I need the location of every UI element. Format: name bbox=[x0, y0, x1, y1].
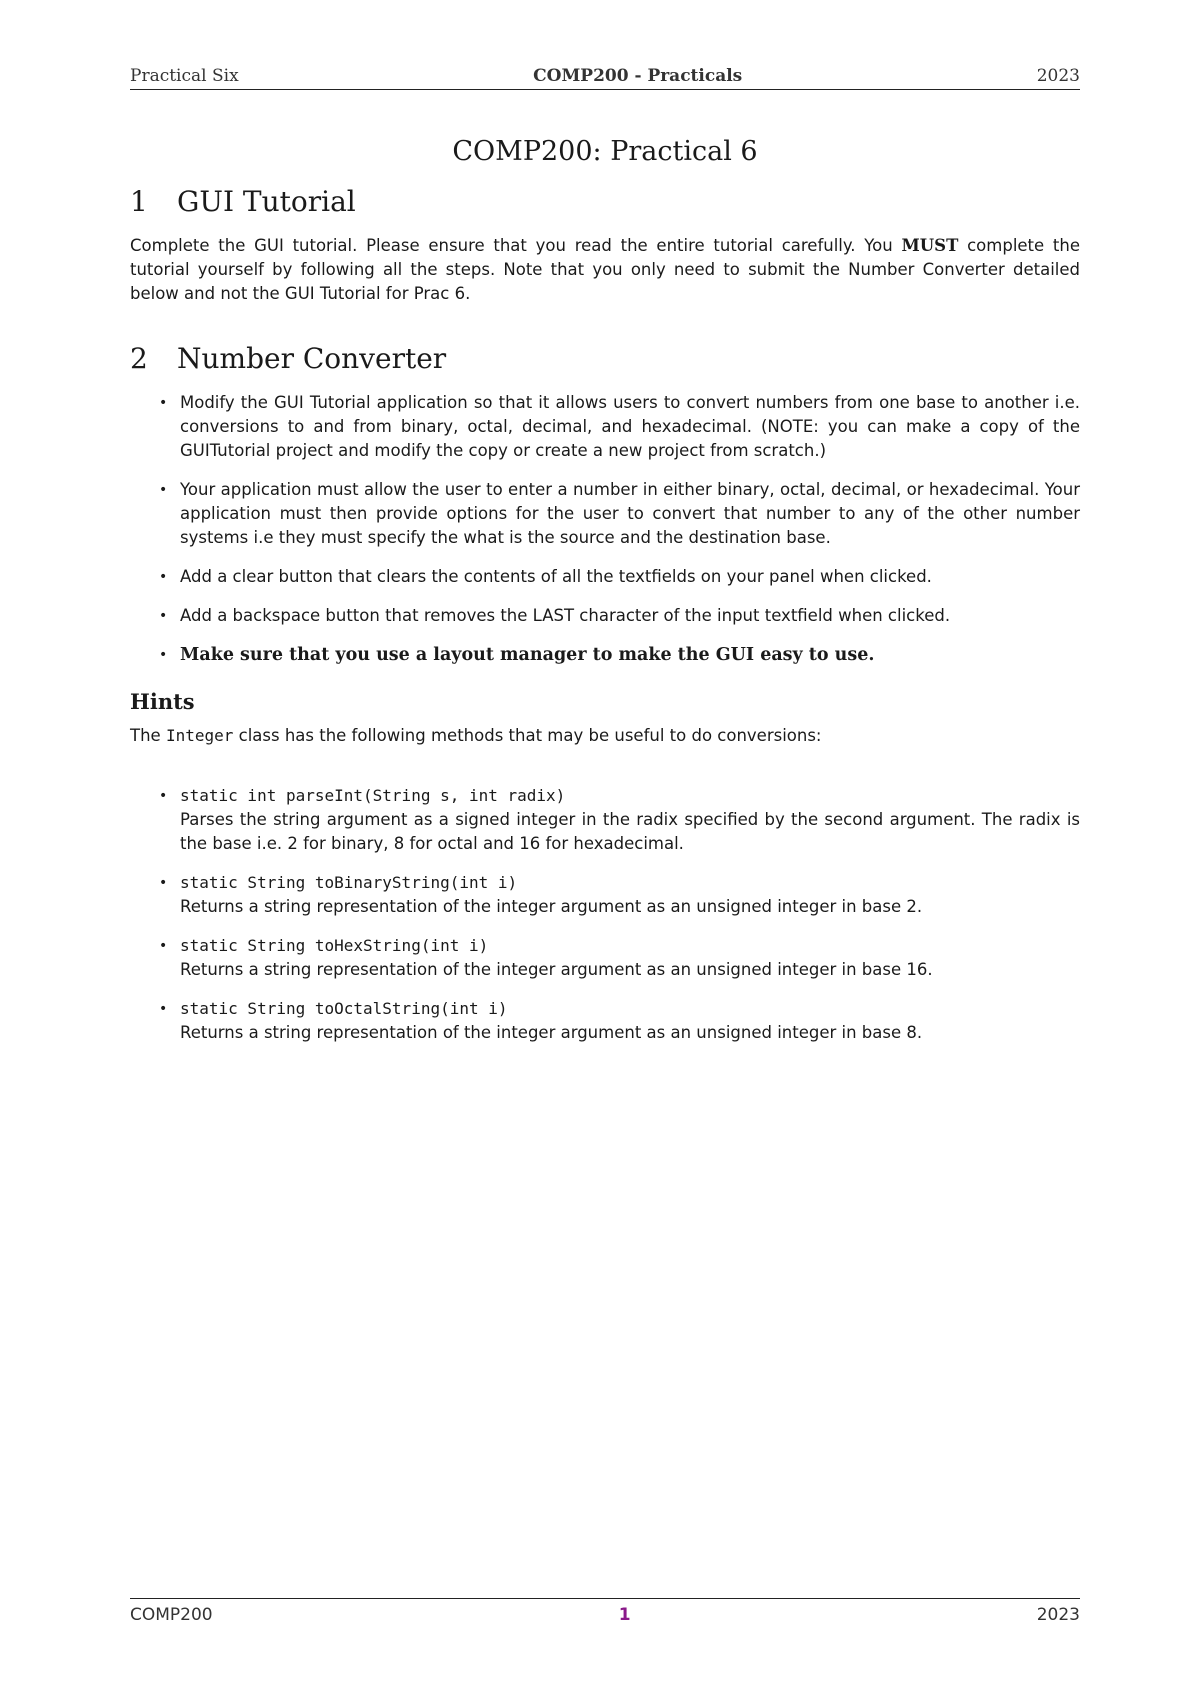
bullet-icon: • bbox=[159, 569, 168, 585]
footer-right: 2023 bbox=[1036, 1605, 1080, 1625]
page-footer bbox=[130, 1598, 1080, 1625]
section-1-text-b: complete the tutorial yourself by following all the steps. Note that you only need to submit the Number Converter detailed below and not the GUI Tutorial for Prac 6. bbox=[130, 236, 1080, 303]
header-center: COMP200 - Practicals bbox=[533, 66, 743, 86]
hints-intro-a: The bbox=[130, 726, 166, 745]
section-1-text-a: Complete the GUI tutorial. Please ensure that you read the entire tutorial carefully. You bbox=[130, 236, 902, 255]
method-description: Returns a string representation of the integer argument as an unsigned integer in base 16. bbox=[180, 960, 933, 979]
list-item bbox=[130, 604, 1080, 628]
list-item bbox=[130, 784, 1080, 856]
list-item bbox=[130, 643, 1080, 667]
method-description: Returns a string representation of the integer argument as an unsigned integer in base 8. bbox=[180, 1023, 923, 1042]
method-signature: static String toHexString(int i) bbox=[180, 936, 489, 955]
section-2-title: Number Converter bbox=[177, 342, 447, 375]
section-1-paragraph bbox=[130, 234, 1080, 306]
requirement-text: Modify the GUI Tutorial application so that it allows users to convert numbers from one base to another i.e. conversions to and from binary, octal, decimal, and hexadecimal. (NOTE: you can make a copy of the GUITutorial project and modify the copy or create a new project from scratch.) bbox=[180, 393, 1080, 460]
list-item bbox=[130, 478, 1080, 550]
hints-intro-code: Integer bbox=[165, 726, 234, 745]
section-1-bold: MUST bbox=[901, 236, 959, 255]
requirement-text: Make sure that you use a layout manager to make the GUI easy to use. bbox=[180, 645, 875, 665]
method-signature: static String toOctalString(int i) bbox=[180, 999, 508, 1018]
requirement-text: Your application must allow the user to enter a number in either binary, octal, decimal, or hexadecimal. Your application must then provide options for the user to convert that number to any of the other number systems i.e they must specify the what is the source and the destination base. bbox=[180, 480, 1080, 547]
method-description: Returns a string representation of the integer argument as an unsigned integer in base 2. bbox=[180, 897, 923, 916]
bullet-icon: • bbox=[159, 875, 168, 891]
section-1-number: 1 bbox=[130, 185, 148, 218]
methods-list bbox=[130, 784, 1080, 1045]
hints-intro bbox=[130, 724, 1080, 748]
section-1-title: GUI Tutorial bbox=[177, 185, 356, 218]
bullet-icon: • bbox=[159, 788, 168, 804]
footer-left: COMP200 bbox=[130, 1605, 213, 1625]
requirement-text: Add a backspace button that removes the LAST character of the input textfield when clicked. bbox=[180, 606, 951, 625]
hints-intro-b: class has the following methods that may be useful to do conversions: bbox=[233, 726, 822, 745]
page-header bbox=[130, 66, 1080, 90]
bullet-icon: • bbox=[159, 482, 168, 498]
section-1-heading bbox=[130, 185, 1080, 218]
requirements-list bbox=[130, 391, 1080, 667]
list-item bbox=[130, 391, 1080, 463]
bullet-icon: • bbox=[159, 608, 168, 624]
method-description: Parses the string argument as a signed integer in the radix specified by the second argument. The radix is the base i.e. 2 for binary, 8 for octal and 16 for hexadecimal. bbox=[180, 810, 1080, 853]
document-title: COMP200: Practical 6 bbox=[452, 136, 758, 167]
bullet-icon: • bbox=[159, 647, 168, 663]
list-item bbox=[130, 565, 1080, 589]
method-signature: static String toBinaryString(int i) bbox=[180, 873, 518, 892]
method-signature: static int parseInt(String s, int radix) bbox=[180, 786, 566, 805]
header-right: 2023 bbox=[1036, 66, 1080, 86]
page-content bbox=[130, 132, 1080, 1060]
bullet-icon: • bbox=[159, 395, 168, 411]
page-number: 1 bbox=[618, 1605, 631, 1625]
bullet-icon: • bbox=[159, 938, 168, 954]
hints-heading: Hints bbox=[130, 689, 195, 714]
list-item bbox=[130, 871, 1080, 919]
header-left: Practical Six bbox=[130, 66, 239, 86]
section-2-number: 2 bbox=[130, 342, 148, 375]
list-item bbox=[130, 934, 1080, 982]
bullet-icon: • bbox=[159, 1001, 168, 1017]
list-item bbox=[130, 997, 1080, 1045]
requirement-text: Add a clear button that clears the contents of all the textfields on your panel when clicked. bbox=[180, 567, 932, 586]
section-2-heading bbox=[130, 342, 1080, 375]
